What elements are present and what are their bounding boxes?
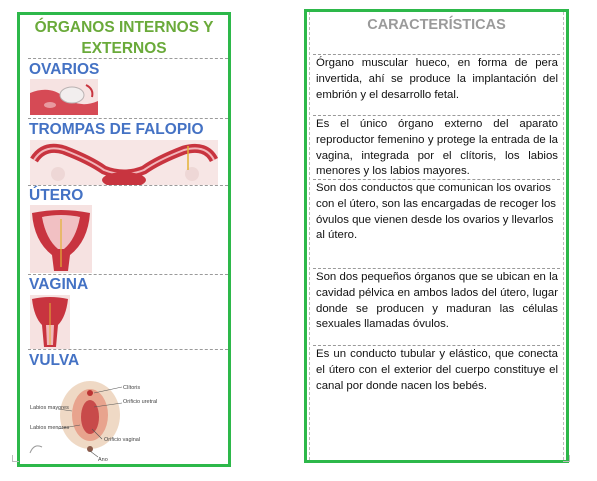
vulva-label-labios-menores: Labios menores <box>30 425 70 431</box>
divider <box>313 54 560 55</box>
vulva-label-clitoris: Clítoris <box>123 385 141 391</box>
column-guide <box>309 12 310 460</box>
vulva-label-ano: Ano <box>98 457 108 463</box>
divider <box>313 268 560 269</box>
characteristics-title: CARACTERÍSTICAS <box>367 17 506 33</box>
vulva-diagram <box>28 373 178 463</box>
characteristics-panel <box>304 9 569 463</box>
organ-label-vulva: VULVA <box>29 352 80 369</box>
description-3: Son dos conductos que comunican los ovarios con el útero, son las encargadas de recoger los óvulos que vienen desde los ovarios y llevarlos al útero. <box>316 182 556 242</box>
organ-label-utero: ÚTERO <box>29 187 84 204</box>
description-4: Son dos pequeños órganos que se ubican en la cavidad pélvica en ambos lados del útero, lugar donde se producen y maduran las células sexuales llamadas óvulos. <box>316 271 558 331</box>
organs-panel <box>17 12 231 467</box>
vulva-label-labios-mayores: Labios mayores <box>30 405 69 411</box>
description-1: Órgano muscular hueco, en forma de pera invertida, ahí se produce la implantación del embrión y el desarrollo fetal. <box>316 57 558 101</box>
divider <box>28 118 228 119</box>
organs-title <box>20 15 228 59</box>
divider <box>28 58 228 59</box>
organ-label-trompas: TROMPAS DE FALOPIO <box>29 121 204 138</box>
vulva-label-orificio-uretral: Orificio uretral <box>123 399 158 405</box>
organ-label-ovarios: OVARIOS <box>29 61 100 78</box>
column-guide <box>563 12 564 460</box>
organs-title-line2: EXTERNOS <box>81 40 167 57</box>
page-corner-mark <box>12 455 19 462</box>
divider <box>28 349 228 350</box>
divider <box>28 185 228 186</box>
page-corner-mark <box>563 455 570 462</box>
vulva-label-orificio-vaginal: Orificio vaginal <box>104 437 141 443</box>
description-2: Es el único órgano externo del aparato reproductor femenino y protege la entrada de la vagina, integrada por el clítoris, los labios menores y los labios mayores. <box>316 118 558 178</box>
organ-label-vagina: VAGINA <box>29 276 89 293</box>
ovary-illustration <box>30 79 98 115</box>
uterus-illustration <box>30 205 92 273</box>
divider <box>313 345 560 346</box>
organs-title-line1: ÓRGANOS INTERNOS Y <box>34 19 214 36</box>
description-5: Es un conducto tubular y elástico, que conecta el útero con el exterior del cuerpo constituye el canal por donde nacen los bebés. <box>316 348 558 392</box>
divider <box>313 115 560 116</box>
vagina-illustration <box>30 295 70 349</box>
divider <box>313 179 560 180</box>
divider <box>28 274 228 275</box>
fallopian-tube-illustration <box>30 140 218 185</box>
